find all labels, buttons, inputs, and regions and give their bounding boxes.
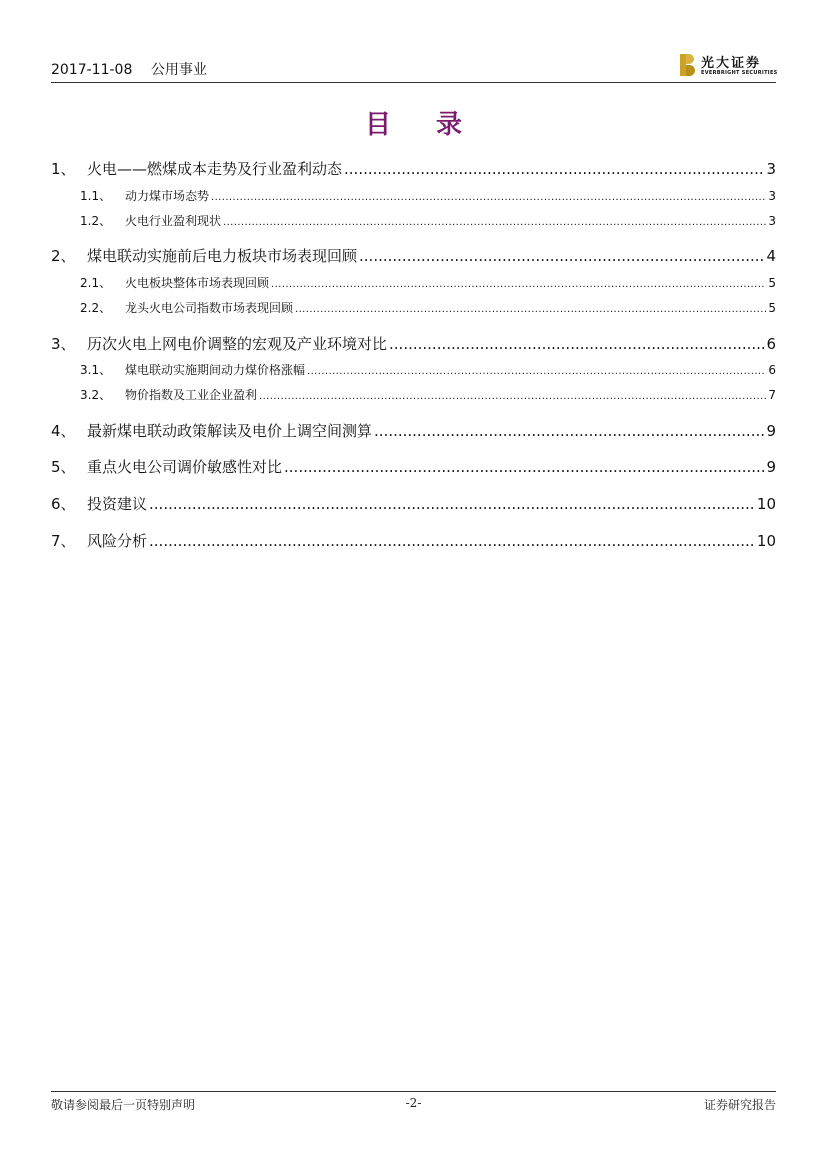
toc-entry-label: 煤电联动实施期间动力煤价格涨幅 — [125, 363, 306, 377]
page-header — [51, 50, 776, 82]
toc-entry-label: 动力煤市场态势 — [125, 189, 210, 203]
toc-entry-page: 4 — [766, 247, 776, 265]
report-sector: 公用事业 — [150, 62, 207, 78]
toc-entry-number: 4、 — [51, 422, 76, 440]
toc-entry-number: 2.2、 — [80, 301, 112, 315]
toc-entry-label: 火电行业盈利现状 — [125, 214, 222, 228]
toc-entry-page: 5 — [768, 301, 776, 315]
everbright-logo — [680, 52, 776, 78]
toc-entry-page: 5 — [768, 276, 776, 290]
toc-dot-leader — [359, 247, 764, 265]
toc-entry-page: 9 — [766, 422, 776, 440]
toc-entry[interactable] — [51, 333, 776, 353]
toc-subentry[interactable] — [51, 386, 776, 402]
header-meta — [51, 59, 221, 79]
footer-disclaimer: 敬请参阅最后一页特别声明 — [51, 1098, 196, 1112]
toc-entry-number: 6、 — [51, 495, 76, 513]
toc-subentry[interactable] — [51, 212, 776, 228]
toc-subentry[interactable] — [51, 361, 776, 377]
toc-dot-leader — [259, 391, 766, 402]
toc-entry-number: 1、 — [51, 160, 76, 178]
toc-entry-page: 3 — [768, 214, 776, 228]
toc-entry-number: 3.1、 — [80, 363, 112, 377]
toc-entry-number: 1.1、 — [80, 189, 112, 203]
toc-dot-leader — [223, 217, 766, 228]
page-title: 目 录 — [364, 110, 481, 140]
toc-dot-leader — [295, 304, 766, 315]
toc-entry[interactable] — [51, 493, 776, 513]
toc-subentry[interactable] — [51, 187, 776, 203]
everbright-logo-icon — [680, 54, 694, 76]
toc-subentry[interactable] — [51, 274, 776, 290]
toc-entry-number: 5、 — [51, 458, 76, 476]
toc-entry-page: 3 — [766, 160, 776, 178]
toc-entry[interactable] — [51, 456, 776, 476]
toc-entry-page: 10 — [756, 532, 776, 550]
toc-entry-label: 龙头火电公司指数市场表现回顾 — [125, 301, 294, 315]
toc-dot-leader — [374, 422, 764, 440]
toc-dot-leader — [211, 192, 766, 203]
toc-subentry[interactable] — [51, 299, 776, 315]
toc-entry-number: 7、 — [51, 532, 76, 550]
footer-divider — [51, 1091, 776, 1092]
toc-dot-leader — [149, 495, 755, 513]
page-number: -2- — [405, 1096, 422, 1110]
toc-entry-page: 6 — [768, 363, 776, 377]
toc-entry-label: 历次火电上网电价调整的宏观及产业环境对比 — [87, 335, 388, 353]
toc-entry-number: 2、 — [51, 247, 76, 265]
toc-dot-leader — [307, 366, 766, 377]
toc-entry-label: 物价指数及工业企业盈利 — [125, 388, 258, 402]
toc-entry[interactable] — [51, 158, 776, 178]
toc-entry-number: 1.2、 — [80, 214, 112, 228]
toc-dot-leader — [271, 279, 766, 290]
toc-entry-label: 重点火电公司调价敏感性对比 — [87, 458, 283, 476]
header-divider — [51, 82, 776, 83]
toc-entry-number: 3、 — [51, 335, 76, 353]
logo-cn-text: 光大证券 — [701, 56, 762, 71]
toc-entry-label: 投资建议 — [87, 495, 148, 513]
toc-dot-leader — [344, 160, 764, 178]
report-date: 2017-11-08 — [51, 62, 133, 78]
toc-entry-number: 3.2、 — [80, 388, 112, 402]
toc-entry-label: 煤电联动实施前后电力板块市场表现回顾 — [87, 247, 358, 265]
toc-entry-number: 2.1、 — [80, 276, 112, 290]
page-footer — [51, 1096, 776, 1114]
toc-entry-page: 6 — [766, 335, 776, 353]
toc-entry-label: 风险分析 — [87, 532, 148, 550]
toc-entry-label: 火电——燃煤成本走势及行业盈利动态 — [87, 160, 343, 178]
toc-entry-page: 3 — [768, 189, 776, 203]
toc-entry-page: 10 — [756, 495, 776, 513]
footer-doc-type: 证券研究报告 — [703, 1098, 776, 1112]
toc-entry-page: 9 — [766, 458, 776, 476]
toc-dot-leader — [149, 532, 755, 550]
toc-entry-page: 7 — [768, 388, 776, 402]
toc-entry[interactable] — [51, 420, 776, 440]
toc-entry[interactable] — [51, 245, 776, 265]
toc-dot-leader — [389, 335, 764, 353]
toc-entry[interactable] — [51, 530, 776, 550]
toc-entry-label: 火电板块整体市场表现回顾 — [125, 276, 270, 290]
logo-en-text: EVERBRIGHT SECURITIES — [701, 70, 778, 76]
toc-entry-label: 最新煤电联动政策解读及电价上调空间测算 — [87, 422, 373, 440]
toc-dot-leader — [284, 458, 764, 476]
